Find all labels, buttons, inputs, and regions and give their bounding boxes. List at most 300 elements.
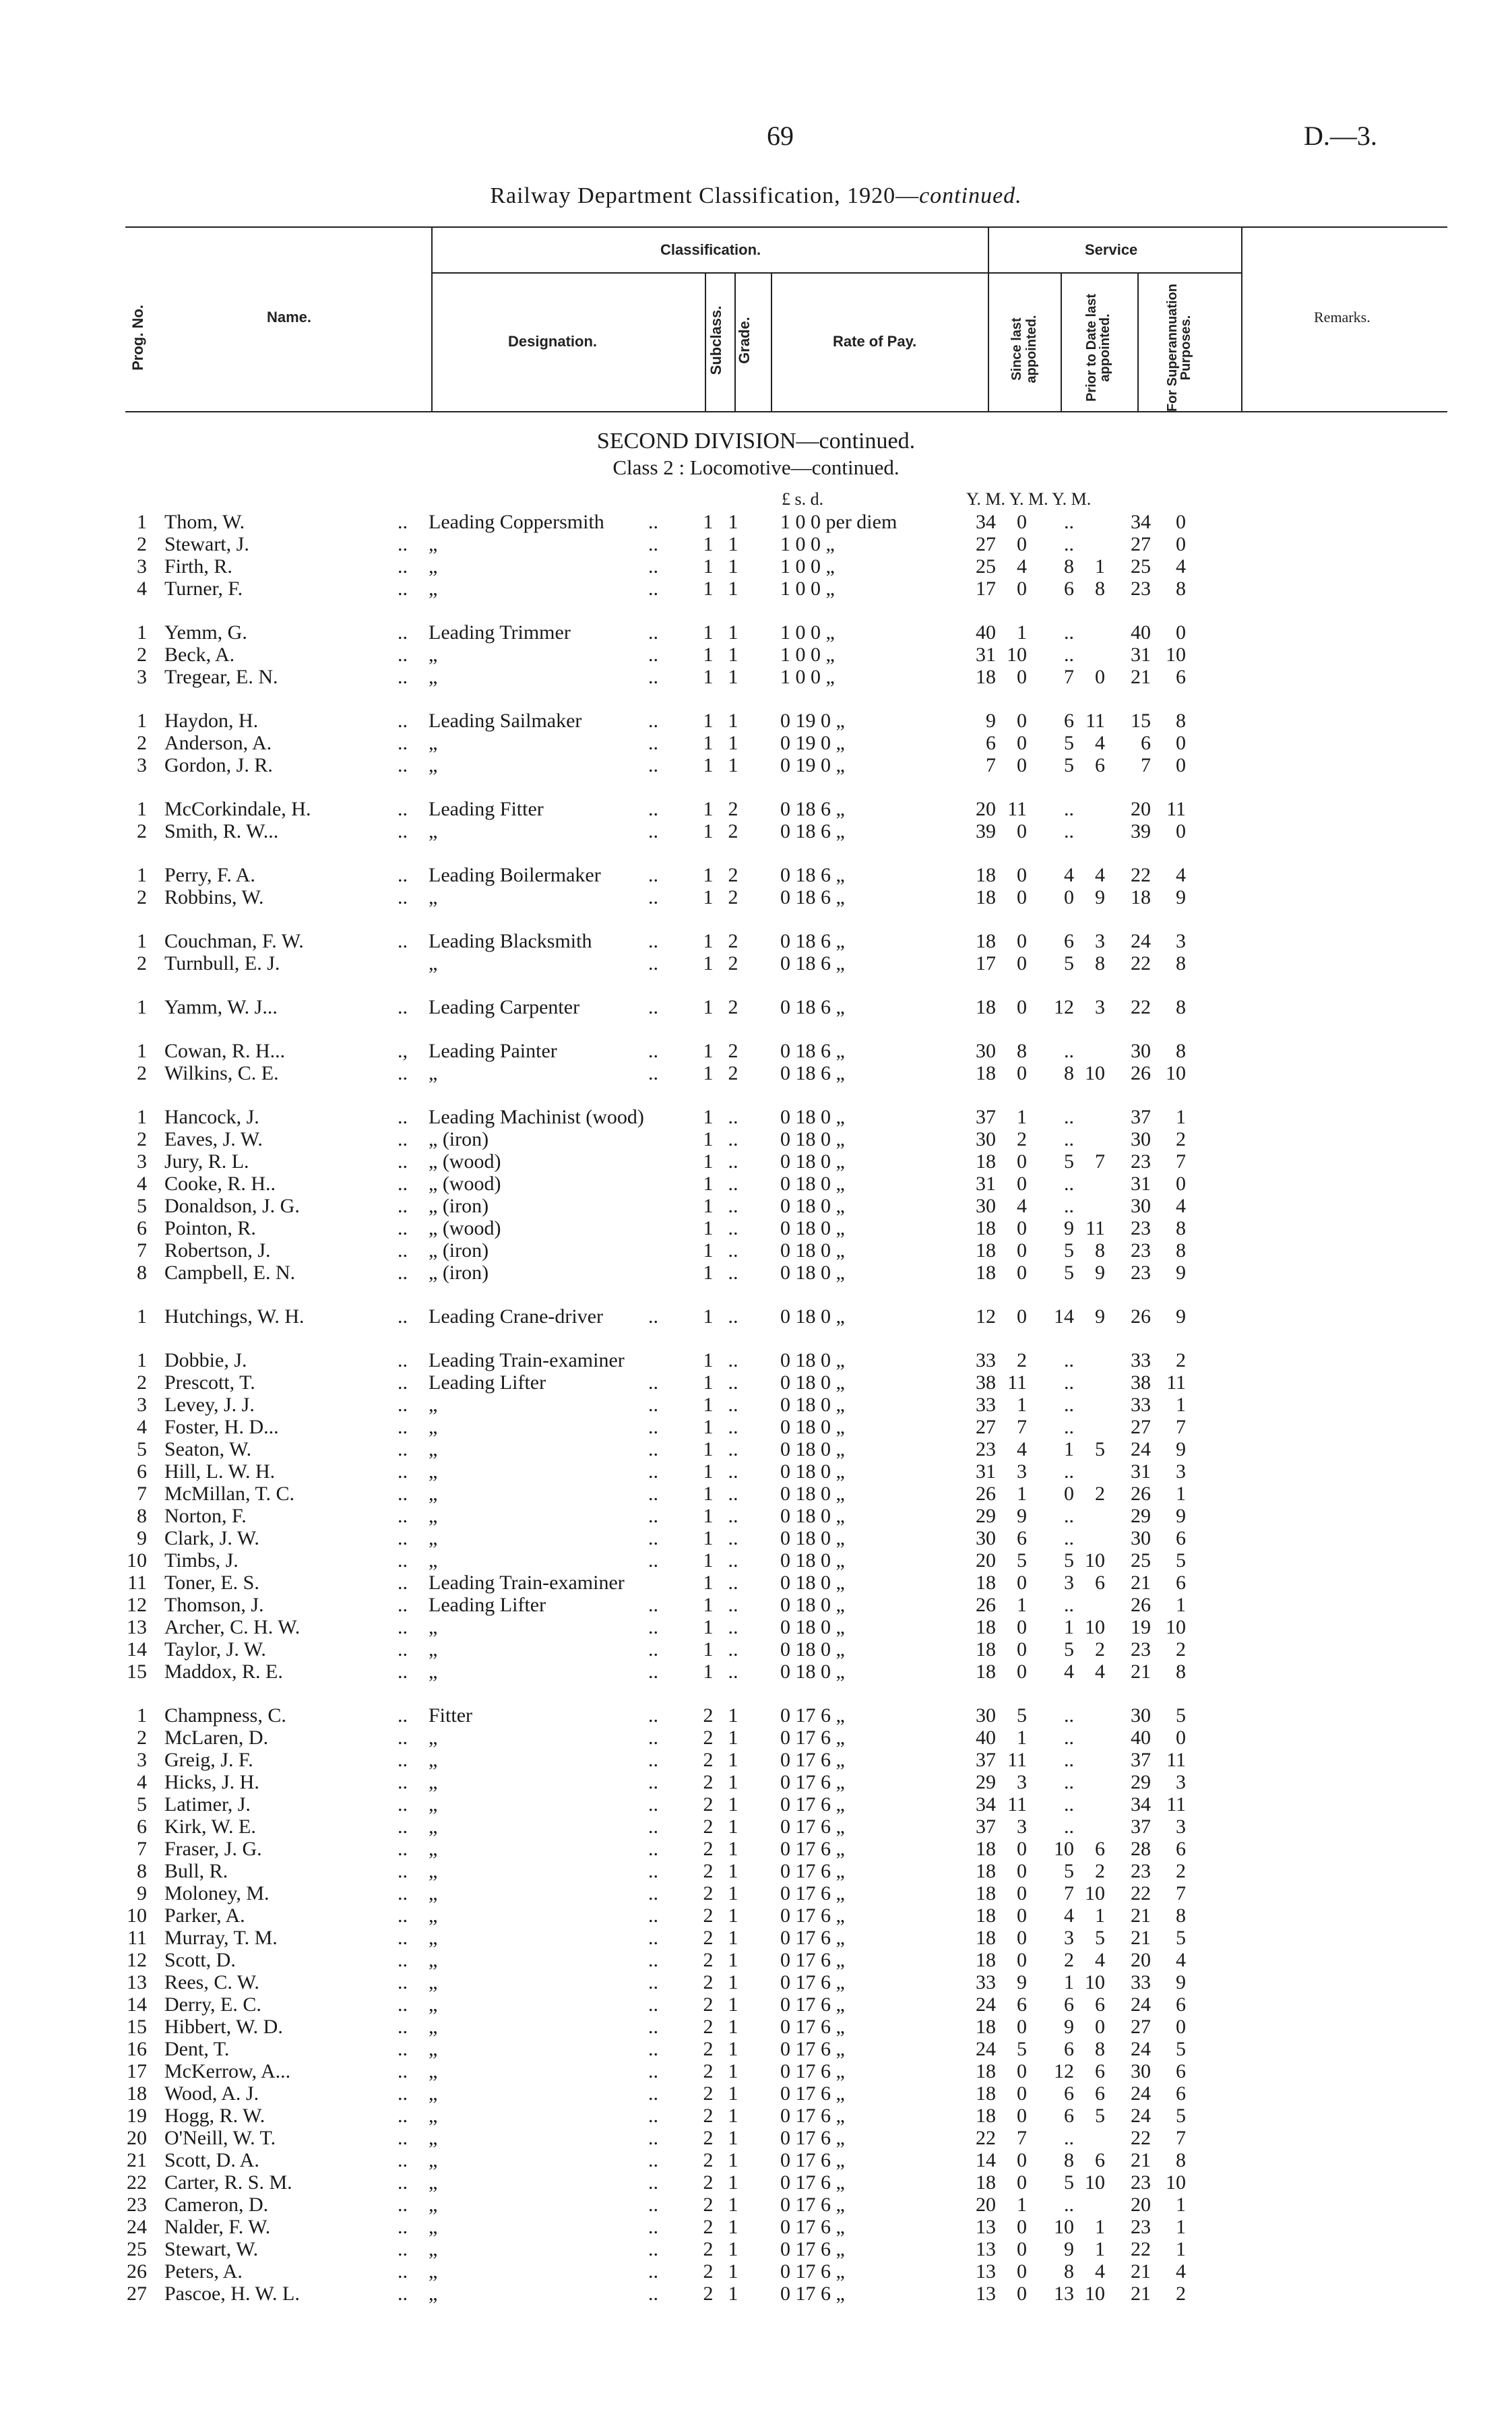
service-units: Y. M. Y. M. Y. M. [966,489,1092,509]
cell-rate-of-pay: 0 18 0 „ [780,1483,845,1505]
cell-prior-months: 0 [1095,666,1105,688]
cell-leader: .. [398,1971,408,1993]
cell-subclass: 2 [703,1882,714,1904]
cell-since-months: 0 [1017,2149,1027,2171]
cell-leader: .. [648,1704,658,1727]
cell-leader: .. [398,1816,408,1838]
cell-name: Anderson, A. [164,732,272,754]
cell-since-years: 18 [976,1217,996,1239]
cell-grade: .. [728,1460,738,1483]
cell-since-months: 0 [1017,1150,1027,1173]
cell-subclass: 1 [703,644,714,666]
cell-designation: „ [429,732,438,754]
cell-designation: „ [429,1062,438,1084]
cell-subclass: 2 [703,2038,714,2060]
cell-name: Moloney, M. [164,1882,270,1904]
cell-since-months: 0 [1017,996,1027,1018]
cell-prog-no: 6 [137,1217,147,1239]
header-service: Service [1085,241,1138,258]
cell-leader: .. [648,555,658,578]
cell-since-years: 12 [976,1305,996,1328]
cell-name: Hancock, J. [164,1106,259,1128]
cell-name: Archer, C. H. W. [164,1616,301,1638]
cell-super-years: 20 [1131,798,1151,820]
cell-designation: „ [429,2016,438,2038]
cell-name: Kirk, W. E. [164,1816,256,1838]
document-reference: D.—3. [1304,121,1377,151]
cell-prior-months: 11 [1085,710,1105,732]
cell-designation: „ [429,2127,438,2149]
cell-prior-months: 6 [1095,1838,1105,1860]
cell-super-months: 3 [1176,1771,1186,1793]
cell-rate-of-pay: 0 17 6 „ [780,2260,845,2283]
cell-since-months: 0 [1017,533,1027,555]
cell-since-months: 0 [1017,1173,1027,1195]
cell-subclass: 2 [703,2016,714,2038]
cell-grade: 1 [728,2127,738,2149]
cell-name: Tregear, E. N. [164,666,278,688]
cell-since-years: 26 [976,1594,996,1616]
cell-since-years: 18 [976,1949,996,1971]
cell-prior-years: .. [1064,1505,1074,1527]
cell-rate-of-pay: 0 18 6 „ [780,1040,845,1062]
cell-prior-years: .. [1064,1371,1074,1394]
cell-prior-months: 1 [1095,2216,1105,2238]
cell-name: Stewart, W. [164,2238,259,2260]
cell-name: Turner, F. [164,578,243,600]
cell-name: Haydon, H. [164,710,259,732]
cell-since-years: 7 [986,754,996,776]
cell-grade: 1 [728,666,738,688]
cell-designation: „ (iron) [429,1239,489,1262]
cell-subclass: 2 [703,2238,714,2260]
table-row [0,1638,1512,1661]
cell-since-months: 5 [1017,1704,1027,1727]
cell-leader: .. [648,2016,658,2038]
cell-name: Greig, J. F. [164,1749,253,1771]
table-row [0,2149,1512,2171]
cell-since-years: 29 [976,1771,996,1793]
cell-since-years: 30 [976,1704,996,1727]
cell-super-months: 1 [1176,2194,1186,2216]
cell-super-months: 8 [1176,1661,1186,1683]
cell-prog-no: 1 [137,1040,147,1062]
cell-since-years: 39 [976,820,996,842]
cell-prior-years: .. [1064,1106,1074,1128]
cell-prior-years: 14 [1054,1305,1074,1328]
cell-rate-of-pay: 1 0 0 „ [780,533,835,555]
cell-super-months: 5 [1176,2038,1186,2060]
cell-rate-of-pay: 0 18 0 „ [780,1173,845,1195]
cell-since-months: 0 [1017,930,1027,952]
cell-rate-of-pay: 0 18 0 „ [780,1239,845,1262]
cell-since-years: 24 [976,1993,996,2016]
cell-prior-months: 10 [1085,1616,1105,1638]
cell-super-months: 8 [1176,710,1186,732]
cell-leader: .. [398,886,408,908]
cell-subclass: 1 [703,996,714,1018]
cell-leader: .. [648,2194,658,2216]
cell-designation: Leading Lifter [429,1371,546,1394]
cell-prog-no: 2 [137,732,147,754]
cell-prog-no: 2 [137,1062,147,1084]
cell-super-months: 1 [1176,1594,1186,1616]
cell-rate-of-pay: 0 17 6 „ [780,1727,845,1749]
cell-prior-years: 7 [1064,666,1074,688]
table-row [0,533,1512,555]
cell-rate-of-pay: 0 18 6 „ [780,864,845,886]
cell-leader: .. [398,1150,408,1173]
cell-super-months: 4 [1176,864,1186,886]
header-remarks: Remarks. [1314,309,1371,325]
cell-prog-no: 6 [137,1816,147,1838]
cell-subclass: 1 [703,1594,714,1616]
cell-leader: .. [398,1704,408,1727]
cell-super-months: 6 [1176,2060,1186,2082]
cell-grade: 1 [728,1993,738,2016]
cell-since-months: 0 [1017,1904,1027,1927]
cell-leader: ., [398,1040,408,1062]
cell-subclass: 1 [703,1371,714,1394]
cell-rate-of-pay: 0 18 0 „ [780,1106,845,1128]
header-rate-of-pay: Rate of Pay. [833,333,917,350]
cell-grade: 1 [728,2016,738,2038]
cell-prior-years: 8 [1064,1062,1074,1084]
cell-leader: .. [398,2016,408,2038]
cell-designation: „ [429,1838,438,1860]
cell-subclass: 1 [703,1616,714,1638]
cell-prior-years: 6 [1064,710,1074,732]
cell-designation: „ [429,820,438,842]
cell-prior-months: 4 [1095,732,1105,754]
cell-rate-of-pay: 0 17 6 „ [780,1704,845,1727]
cell-subclass: 1 [703,710,714,732]
cell-prog-no: 5 [137,1793,147,1816]
cell-name: Wood, A. J. [164,2082,259,2105]
cell-since-years: 18 [976,1062,996,1084]
cell-subclass: 1 [703,1062,714,1084]
cell-since-years: 20 [976,798,996,820]
cell-rate-of-pay: 0 17 6 „ [780,1993,845,2016]
cell-since-months: 1 [1017,1727,1027,1749]
cell-super-months: 10 [1166,1062,1186,1084]
cell-leader: .. [648,2060,658,2082]
cell-prior-years: .. [1064,1793,1074,1816]
cell-super-years: 30 [1131,1527,1151,1549]
cell-grade: .. [728,1572,738,1594]
cell-subclass: 2 [703,1860,714,1882]
cell-since-months: 0 [1017,1661,1027,1683]
cell-grade: 1 [728,1904,738,1927]
cell-prior-months: 8 [1095,1239,1105,1262]
cell-subclass: 1 [703,533,714,555]
cell-leader: .. [648,2238,658,2260]
cell-prior-months: 11 [1085,1217,1105,1239]
cell-prog-no: 2 [137,952,147,974]
section-subtitle: Class 2 : Locomotive—continued. [612,456,900,479]
cell-leader: .. [398,2194,408,2216]
cell-super-months: 0 [1176,1727,1186,1749]
cell-leader: .. [648,1882,658,1904]
table-row [0,1793,1512,1816]
cell-prior-years: 4 [1064,864,1074,886]
cell-grade: 1 [728,1860,738,1882]
cell-since-years: 6 [986,732,996,754]
cell-prior-years: 8 [1064,555,1074,578]
cell-grade: .. [728,1549,738,1572]
cell-prog-no: 3 [137,754,147,776]
rule-1 [431,226,433,411]
cell-since-years: 18 [976,1150,996,1173]
cell-rate-of-pay: 0 18 6 „ [780,886,845,908]
cell-leader: .. [648,952,658,974]
cell-subclass: 2 [703,2127,714,2149]
cell-since-months: 0 [1017,1305,1027,1328]
cell-leader: .. [648,1438,658,1460]
cell-name: Stewart, J. [164,533,249,555]
cell-subclass: 1 [703,952,714,974]
cell-prog-no: 3 [137,555,147,578]
cell-subclass: 2 [703,1949,714,1971]
cell-prior-months: 2 [1095,1860,1105,1882]
cell-super-months: 10 [1166,644,1186,666]
cell-since-months: 0 [1017,820,1027,842]
cell-rate-of-pay: 1 0 0 „ [780,666,835,688]
cell-since-years: 13 [976,2216,996,2238]
cell-prog-no: 1 [137,798,147,820]
cell-prog-no: 4 [137,1416,147,1438]
cell-subclass: 1 [703,1483,714,1505]
cell-name: Prescott, T. [164,1371,255,1394]
cell-designation: „ [429,1949,438,1971]
cell-leader: .. [398,1239,408,1262]
rule-5 [988,226,989,411]
cell-leader: .. [648,1616,658,1638]
table-row [0,621,1512,644]
cell-subclass: 2 [703,2171,714,2194]
cell-since-months: 3 [1017,1460,1027,1483]
cell-since-years: 17 [976,952,996,974]
cell-prior-years: .. [1064,2127,1074,2149]
cell-subclass: 1 [703,1438,714,1460]
cell-prior-years: .. [1064,1594,1074,1616]
cell-designation: „ (iron) [429,1195,489,1217]
cell-rate-of-pay: 0 18 0 „ [780,1438,845,1460]
cell-prog-no: 6 [137,1460,147,1483]
cell-name: Hutchings, W. H. [164,1305,305,1328]
cell-name: Fraser, J. G. [164,1838,262,1860]
cell-name: Norton, F. [164,1505,247,1527]
cell-grade: 1 [728,2060,738,2082]
cell-rate-of-pay: 0 17 6 „ [780,2038,845,2060]
cell-grade: .. [728,1150,738,1173]
cell-super-months: 8 [1176,1040,1186,1062]
cell-super-months: 1 [1176,2238,1186,2260]
cell-prior-years: 0 [1064,1483,1074,1505]
cell-leader: .. [398,1128,408,1150]
cell-since-months: 0 [1017,1239,1027,1262]
cell-prior-years: 7 [1064,1882,1074,1904]
cell-rate-of-pay: 0 17 6 „ [780,1904,845,1927]
cell-prior-years: .. [1064,511,1074,533]
cell-leader: .. [398,2149,408,2171]
cell-rate-of-pay: 0 18 0 „ [780,1195,845,1217]
cell-rate-of-pay: 0 18 0 „ [780,1416,845,1438]
cell-designation: „ [429,1394,438,1416]
cell-leader: .. [398,820,408,842]
cell-prog-no: 2 [137,886,147,908]
cell-subclass: 1 [703,1661,714,1683]
cell-leader: .. [648,1040,658,1062]
cell-since-months: 0 [1017,2105,1027,2127]
cell-prog-no: 18 [127,2082,147,2105]
cell-prog-no: 8 [137,1860,147,1882]
cell-grade: .. [728,1106,738,1128]
cell-designation: „ [429,2171,438,2194]
cell-subclass: 1 [703,1460,714,1483]
cell-leader: .. [648,1749,658,1771]
cell-subclass: 2 [703,2082,714,2105]
cell-designation: Leading Fitter [429,798,544,820]
cell-super-years: 21 [1131,1572,1151,1594]
cell-super-years: 26 [1131,1483,1151,1505]
cell-prior-years: 3 [1064,1927,1074,1949]
cell-designation: Leading Coppersmith [429,511,604,533]
rule-7 [1137,272,1139,411]
cell-super-months: 4 [1176,555,1186,578]
cell-prior-months: 7 [1095,1150,1105,1173]
cell-grade: 1 [728,644,738,666]
cell-since-months: 5 [1017,1549,1027,1572]
cell-name: Peters, A. [164,2260,243,2283]
cell-leader: .. [398,2171,408,2194]
cell-leader: .. [648,1727,658,1749]
cell-super-months: 0 [1176,2016,1186,2038]
cell-prior-months: 9 [1095,1262,1105,1284]
table-row [0,2171,1512,2194]
cell-super-months: 8 [1176,1904,1186,1927]
cell-super-months: 8 [1176,578,1186,600]
cell-since-months: 0 [1017,1262,1027,1284]
table-row [0,1971,1512,1993]
cell-designation: „ (wood) [429,1217,501,1239]
cell-super-years: 23 [1131,1150,1151,1173]
cell-grade: .. [728,1217,738,1239]
cell-prog-no: 4 [137,1173,147,1195]
cell-super-years: 20 [1131,2194,1151,2216]
cell-prog-no: 1 [137,710,147,732]
cell-designation: „ [429,1816,438,1838]
table-row [0,1927,1512,1949]
section-title: SECOND DIVISION—continued. [596,429,916,454]
cell-grade: .. [728,1128,738,1150]
cell-leader: .. [648,2038,658,2060]
cell-prior-years: 9 [1064,2016,1074,2038]
cell-super-months: 4 [1176,2260,1186,2283]
cell-name: Dobbie, J. [164,1349,247,1371]
table-row [0,1371,1512,1394]
cell-super-months: 3 [1176,1460,1186,1483]
cell-leader: .. [398,1416,408,1438]
cell-name: Gordon, J. R. [164,754,273,776]
cell-subclass: 1 [703,1549,714,1572]
table-row [0,666,1512,688]
cell-subclass: 1 [703,1349,714,1371]
cell-super-months: 4 [1176,1949,1186,1971]
cell-super-months: 7 [1176,1416,1186,1438]
cell-since-years: 13 [976,2238,996,2260]
cell-name: Bull, R. [164,1860,228,1882]
cell-leader: .. [398,1838,408,1860]
cell-since-years: 37 [976,1816,996,1838]
cell-super-months: 7 [1176,2127,1186,2149]
cell-since-months: 11 [1007,798,1027,820]
cell-prog-no: 13 [127,1616,147,1638]
table-row [0,1349,1512,1371]
cell-since-months: 0 [1017,952,1027,974]
cell-leader: .. [398,1217,408,1239]
cell-name: McLaren, D. [164,1727,269,1749]
cell-prior-years: .. [1064,1704,1074,1727]
cell-prior-months: 4 [1095,1949,1105,1971]
cell-super-years: 25 [1131,1549,1151,1572]
cell-leader: .. [648,1949,658,1971]
cell-prior-years: .. [1064,1394,1074,1416]
cell-since-years: 18 [976,2082,996,2105]
title-main: Railway Department Classification, 1920— [490,183,920,208]
cell-since-years: 30 [976,1195,996,1217]
header-for-super: For Superannuation Purposes. [1165,284,1193,412]
cell-prog-no: 3 [137,1150,147,1173]
cell-leader: .. [648,1549,658,1572]
cell-grade: .. [728,1527,738,1549]
cell-prog-no: 12 [127,1949,147,1971]
cell-since-months: 3 [1017,1771,1027,1793]
cell-grade: .. [728,1505,738,1527]
table-row [0,1549,1512,1572]
cell-subclass: 1 [703,1394,714,1416]
cell-super-years: 21 [1131,1661,1151,1683]
cell-since-years: 34 [976,511,996,533]
cell-grade: 1 [728,1882,738,1904]
cell-since-years: 13 [976,2283,996,2305]
cell-subclass: 1 [703,1106,714,1128]
cell-subclass: 1 [703,732,714,754]
cell-name: Levey, J. J. [164,1394,255,1416]
cell-grade: 2 [728,930,738,952]
cell-prior-months: 9 [1095,886,1105,908]
cell-super-months: 2 [1176,1860,1186,1882]
cell-leader: .. [398,2216,408,2238]
cell-super-months: 9 [1176,1305,1186,1328]
cell-leader: .. [648,1505,658,1527]
cell-subclass: 1 [703,578,714,600]
cell-designation: „ [429,644,438,666]
cell-leader: .. [398,2260,408,2283]
table-row [0,1505,1512,1527]
cell-super-months: 7 [1176,1150,1186,1173]
cell-super-years: 23 [1131,578,1151,600]
cell-name: Firth, R. [164,555,232,578]
cell-super-months: 2 [1176,2283,1186,2305]
cell-rate-of-pay: 0 17 6 „ [780,2105,845,2127]
cell-leader: .. [398,1173,408,1195]
cell-since-years: 18 [976,886,996,908]
cell-leader: .. [648,1904,658,1927]
cell-name: Rees, C. W. [164,1971,259,1993]
cell-leader: .. [398,1505,408,1527]
cell-grade: .. [728,1394,738,1416]
